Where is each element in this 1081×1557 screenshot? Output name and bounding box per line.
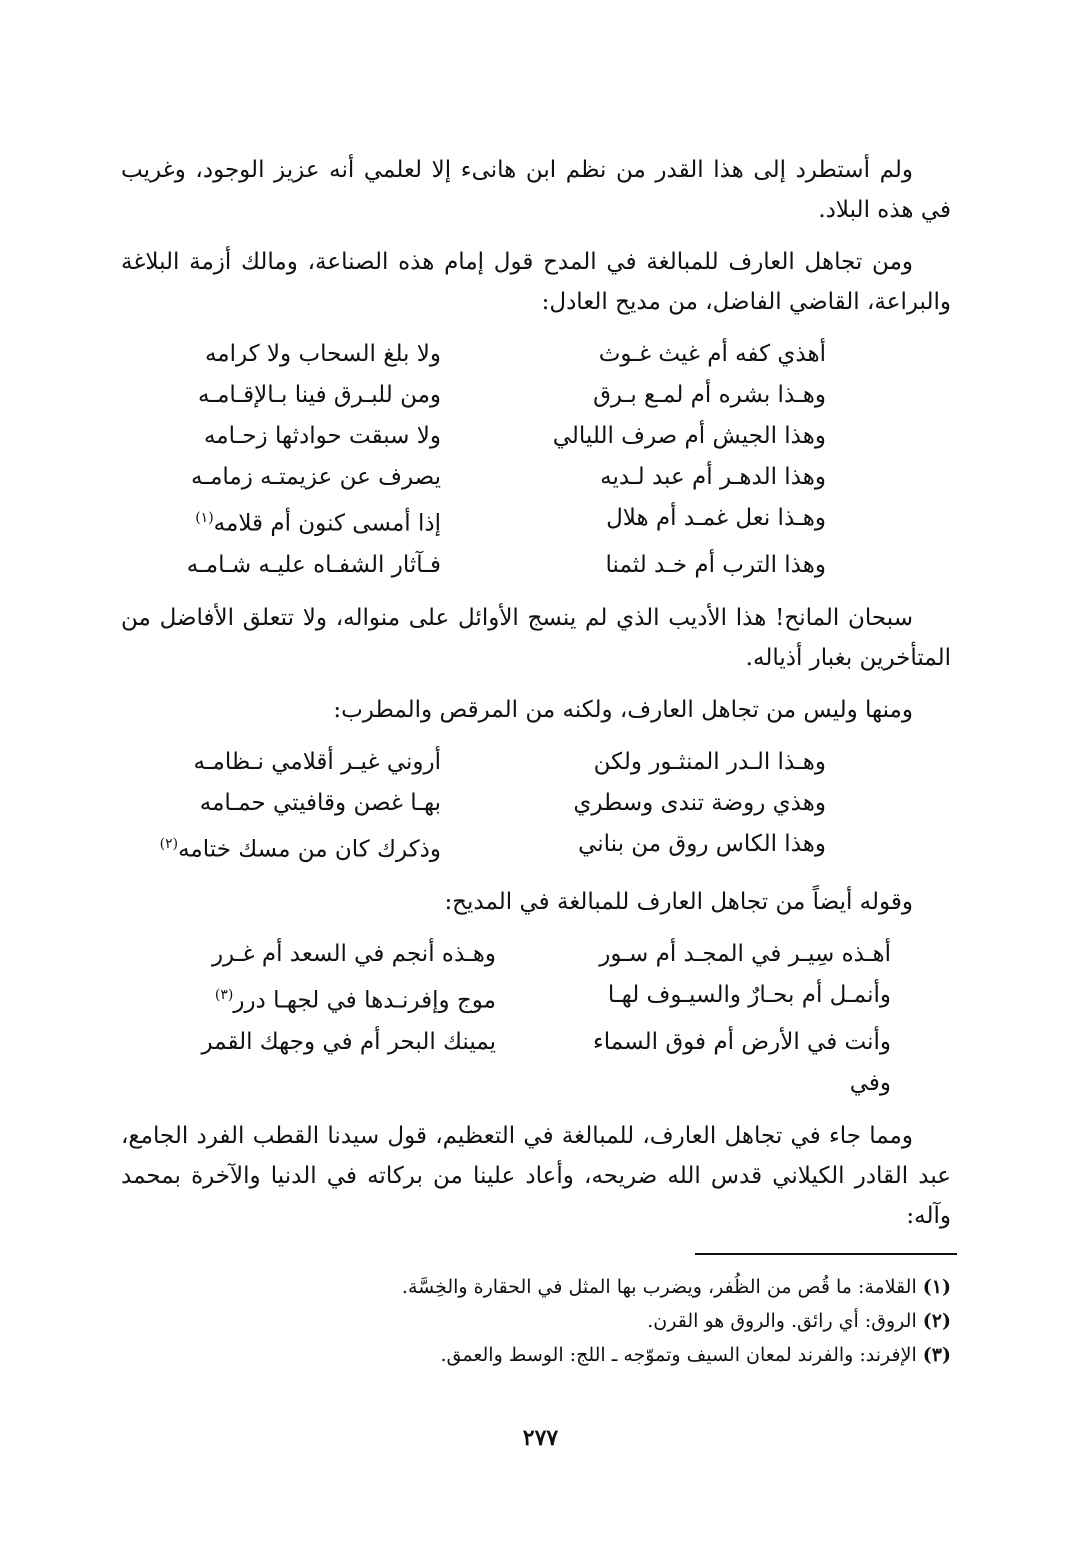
verse [121, 1022, 951, 1104]
hemistich-second: وذكرك كان من مسك ختامه$^{(٢)}$ [159, 835, 441, 863]
paragraph-2: ومن تجاهل العارف للمبالغة في المدح قول إمام هذه الصناعة، ومالك أزمة البلاغة والبراعة، القاضي الفاضل، من مديح العادل: [121, 249, 951, 315]
verse [121, 545, 951, 586]
footnote-1 [121, 1270, 951, 1304]
hemistich-first: أهـذه سِيـر في المجـد أم سـور [599, 941, 891, 968]
hemistich-first: وهذي روضة تندى وسطري [573, 789, 826, 816]
footnote-text: القلامة: ما قُص من الظُفر، ويضرب بها المثل في الحقارة والخِسَّة. [401, 1276, 917, 1298]
verse [121, 498, 951, 545]
verse [121, 742, 951, 783]
hemistich-first: وهذا الجيش أم صرف الليالي [552, 423, 826, 449]
verse [121, 975, 951, 1022]
paragraph-5: وقوله أيضاً من تجاهل العارف للمبالغة في المديح: [444, 889, 913, 916]
hemistich-second: ولا بلغ السحاب ولا كرامه [204, 341, 441, 367]
hemistich-first: وهذا الترب أم خـد لثمنا [605, 551, 826, 578]
hemistich-second: ومن للبـرق فينا بـالإقـامـه [198, 382, 441, 408]
verse [121, 824, 951, 871]
paragraph-4: ومنها وليس من تجاهل العارف، ولكنه من المرقص والمطرب: [333, 696, 913, 723]
hemistich-first: وهـذا نعل غمـد أم هلال [606, 505, 826, 531]
verse [121, 375, 951, 416]
hemistich-first: أهذي كفه أم غيث غـوث [598, 341, 826, 367]
hemistich-second: أروني غيـر أقلامي نـظامـه [193, 748, 441, 775]
hemistich-second: إذا أمسى كنون أم قلامه$^{(١)}$ [195, 510, 441, 537]
footnote-number: (١) [922, 1276, 951, 1298]
hemistich-first: وهذا الكاس روق من بناني [578, 830, 826, 857]
hemistich-first: وهـذا الـدر المنثـور ولكن [593, 748, 826, 775]
paragraph-1: ولم أستطرد إلى هذا القدر من نظم ابن هانىء إلا لعلمي أنه عزيز الوجود، وغريب في هذه البلاد. [121, 157, 951, 223]
hemistich-second: يصرف عن عزيمتـه زمامـه [191, 464, 441, 490]
hemistich-second: وهـذه أنجم في السعد أم غـرر [211, 941, 496, 968]
footnote-text: الروق: أي رائق. والروق هو القرن. [647, 1310, 917, 1332]
hemistich-second: يمينك البحر أم في وجهك القمر [201, 1028, 496, 1055]
poem-1 [121, 334, 951, 586]
footnote-number: (٣) [922, 1344, 951, 1366]
footnote-number: (٢) [922, 1310, 951, 1332]
verse [121, 934, 951, 975]
hemistich-second: فـآثار الشفـاه عليـه شـامـه [186, 551, 441, 578]
paragraph-6: ومما جاء في تجاهل العارف، للمبالغة في التعظيم، قول سيدنا القطب الفرد الجامع، عبد القادر الكيلاني قدس الله ضريحه، وأعاد علينا من بركاته في الدنيا والآخرة بمحمد وآله: [121, 1122, 951, 1229]
hemistich-second: بهـا غصن وقافيتي حمـامه [199, 789, 441, 816]
footnote-2 [121, 1304, 951, 1338]
hemistich-second: ولا سبقت حوادثها زحـامه [203, 423, 441, 449]
hemistich-first: وهذا الدهـر أم عبد لـديه [600, 464, 826, 490]
hemistich-first: وأنت في الأرض أم فوق السماء وفي [592, 1028, 891, 1096]
hemistich-second: موج وإفرنـدها في لجهـا درر$^{(٣)}$ [214, 987, 496, 1014]
page-number: ٢٧٧ [522, 1425, 559, 1451]
verse [121, 457, 951, 498]
hemistich-first: وهـذا بشره أم لمـع بـرق [593, 382, 826, 408]
paragraph-3: سبحان المانح! هذا الأديب الذي لم ينسج الأوائل على منواله، ولا تتعلق الأفاضل من المتأخرين بغبار أذياله. [121, 604, 951, 671]
verse [121, 783, 951, 824]
footnote-text: الإفرند: والفرند لمعان السيف وتموّجه ـ اللج: الوسط والعمق. [440, 1344, 917, 1366]
hemistich-first: وأنمـل أم بحـارٌ والسيـوف لهـا [607, 982, 891, 1009]
footnotes [121, 1270, 951, 1372]
poem-2 [121, 742, 951, 871]
footnote-divider [695, 1253, 957, 1255]
poem-3 [121, 934, 951, 1104]
verse [121, 334, 951, 375]
footnote-mark: (٣) [214, 987, 234, 1004]
footnote-3 [121, 1338, 951, 1372]
footnote-mark: (١) [195, 510, 214, 526]
verse [121, 416, 951, 457]
page-body [121, 150, 951, 1248]
footnote-mark: (٢) [159, 835, 179, 852]
